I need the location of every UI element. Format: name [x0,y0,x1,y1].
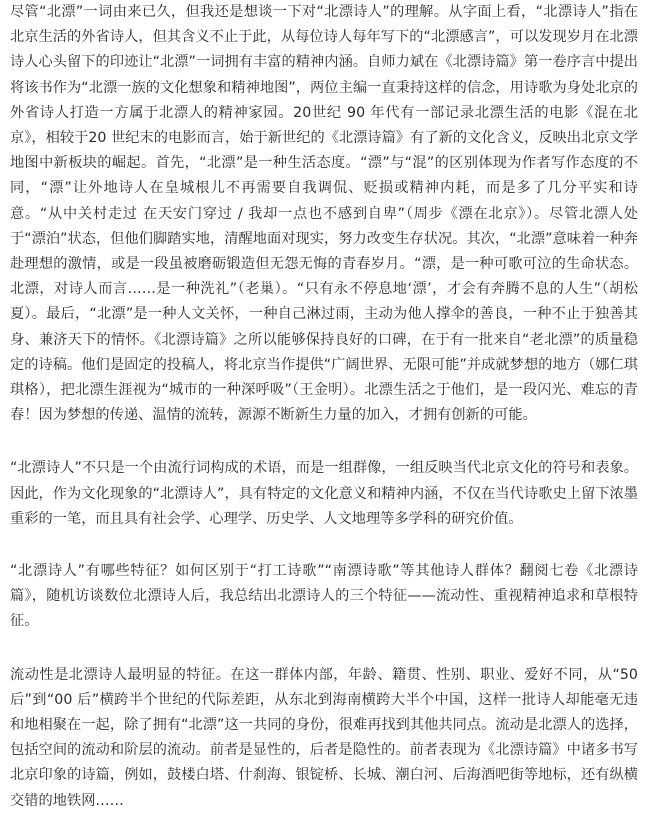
paragraph-beipiao-meaning: 尽管“北漂”一词由来已久，但我还是想谈一下对“北漂诗人”的理解。从字面上看，“北漂诗人”指在北京生活的外省诗人，但其含义不止于此，从每位诗人每年写下的“北漂感言”，可以发现岁月在北漂诗人心头留下的印迹让“北漂”一词拥有丰富的精神内涵。自师力斌在《北漂诗篇》第一卷序言中提出将该书作为“北漂一族的文化想象和精神地图”，两位主编一直秉持这样的信念，用诗歌为身处北京的外省诗人打造一方属于北漂人的精神家园。20世纪 90 年代有一部记录北漂生活的电影《混在北京》，相较于20 世纪末的电影而言，始于新世纪的《北漂诗篇》有了新的文化含义，反映出北京文学地图中新板块的崛起。首先，“北漂”是一种生活态度。“漂”与“混”的区别体现为作者写作态度的不同，“漂”让外地诗人在皇城根儿不再需要自我调侃、贬损或精神内耗，而是多了几分平实和诗意。“从中关村走过 在天安门穿过 / 我却一点也不感到自卑”（周步《漂在北京》）。尽管北漂人处于“漂泊”状态，但他们脚踏实地，清醒地面对现实，努力改变生存状况。其次，“北漂”意味着一种奔赴理想的激情，或是一段虽被磨砺锻造但无怨无悔的青春岁月。“漂，是一种可歌可泣的生命状态。北漂，对诗人而言……是一种洗礼”（老巢）。“只有永不停息地‘漂’，才会有奔腾不息的人生”（胡松夏）。最后，“北漂”是一种人文关怀，一种自己淋过雨，主动为他人撑伞的善良，一种不止于独善其身、兼济天下的情怀。《北漂诗篇》之所以能够保持良好的口碑，在于有一批来自“老北漂”的质量稳定的诗稿。他们是固定的投稿人，将北京当作提供“广阔世界、无限可能”并成就梦想的地方（娜仁琪琪格），把北漂生涯视为“城市的一种深呼吸”（王金明）。北漂生活之于他们，是一段闪光、难忘的青春！因为梦想的传递、温情的流转，源源不断新生力量的加入，才拥有创新的可能。 [10,4,638,424]
article-body [10,0,638,814]
paragraph-characteristics-question: “北漂诗人”有哪些特征？如何区别于“打工诗歌”“南漂诗歌”等其他诗人群体？翻阅七卷《北漂诗篇》，随机访谈数位北漂诗人后，我总结出北漂诗人的三个特征——流动性、重视精神追求和草根特征。 [10,563,638,630]
paragraph-cultural-phenomenon: “北漂诗人”不只是一个由流行词构成的术语，而是一组群像，一组反映当代北京文化的符号和表象。因此，作为文化现象的“北漂诗人”，具有特定的文化意义和精神内涵，不仅在当代诗歌史上留下浓墨重彩的一笔，而且具有社会学、心理学、历史学、人文地理等多学科的研究价值。 [10,460,638,527]
paragraph-mobility: 流动性是北漂诗人最明显的特征。在这一群体内部，年龄、籍贯、性别、职业、爱好不同，从“50 后”到“00 后”横跨半个世纪的代际差距，从东北到海南横跨大半个中国，这样一批诗人却能毫无违和地相聚在一起，除了拥有“北漂”这一共同的身份，很难再找到其他共同点。流动是北漂人的选择，包括空间的流动和阶层的流动。前者是显性的，后者是隐性的。前者表现为《北漂诗篇》中诸多书写北京印象的诗篇，例如，鼓楼白塔、什刹海、银锭桥、长城、潮白河、后海酒吧街等地标，还有纵横交错的地铁网…… [10,666,638,809]
